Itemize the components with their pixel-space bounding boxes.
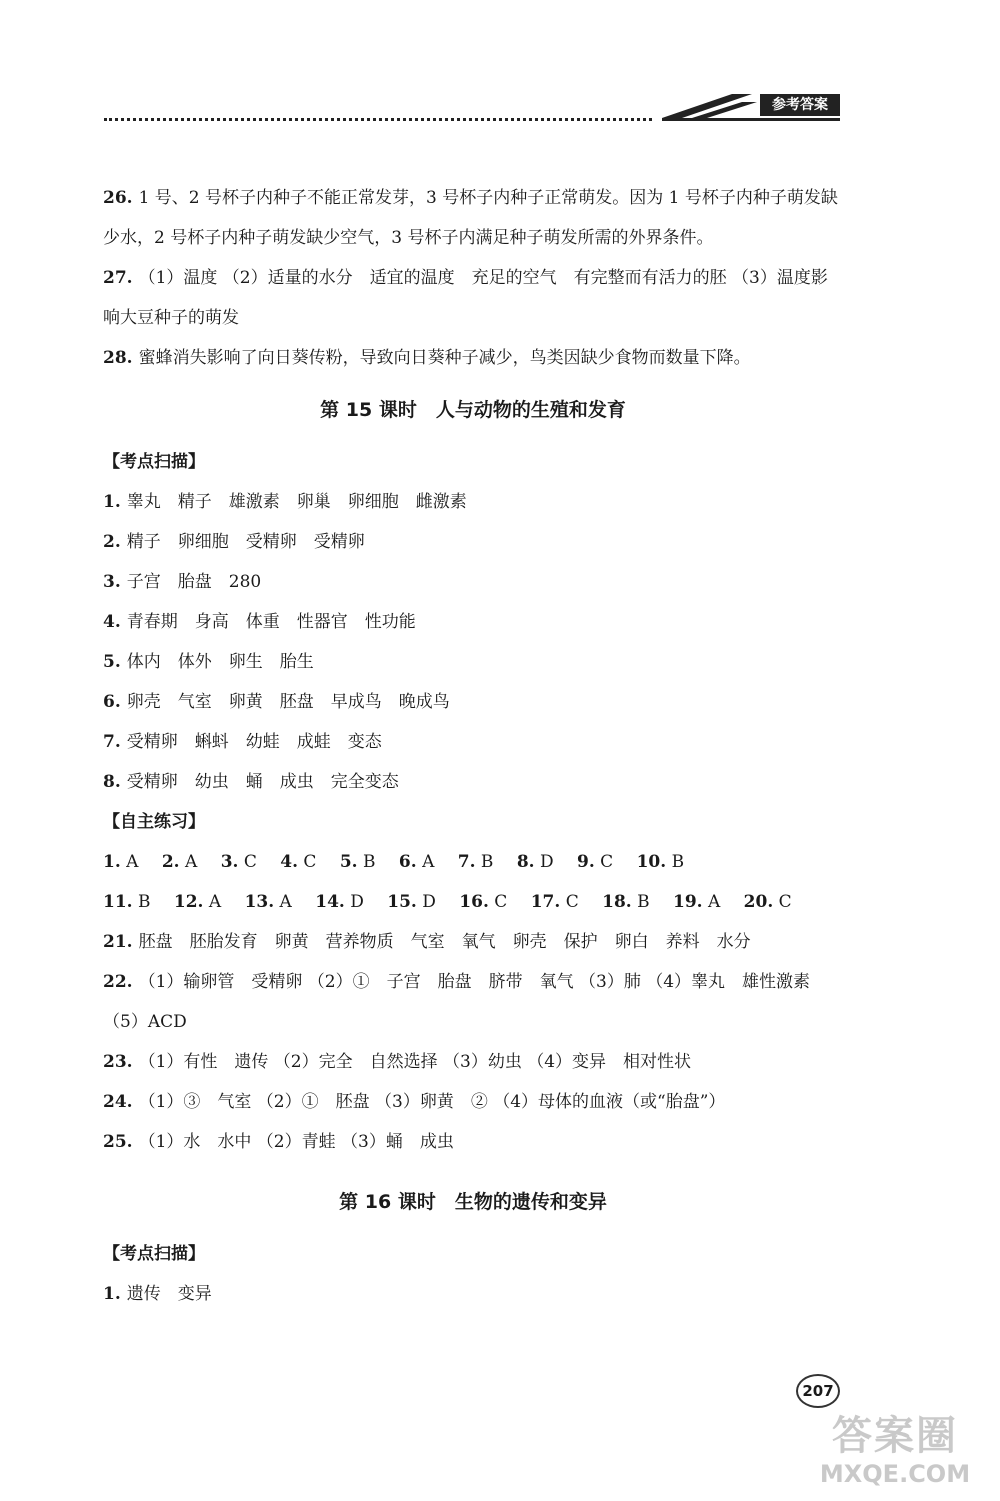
choice-number: 16. (459, 892, 489, 912)
item-text: （1）输卵管 受精卵 （2）① 子宫 胎盘 脐带 氧气 （3）肺 （4）睾丸 雄性激素 （5）ACD (103, 972, 811, 1032)
point-5 (103, 642, 843, 682)
choice-item (531, 892, 579, 912)
item-number: 26. (103, 188, 133, 208)
item-text: 子宫 胎盘 280 (126, 572, 262, 592)
choice-item (387, 892, 436, 912)
page-number: 207 (796, 1374, 840, 1408)
item-number: 22. (103, 972, 133, 992)
choice-answer: A (707, 892, 721, 912)
answer-25 (103, 1122, 843, 1162)
choice-item (744, 892, 792, 912)
choice-item (174, 892, 221, 912)
point-4 (103, 602, 843, 642)
item-number: 21. (103, 932, 133, 952)
choice-answer: D (350, 892, 364, 912)
item-text: 卵壳 气室 卵黄 胚盘 早成鸟 晚成鸟 (126, 692, 450, 712)
item-text: 体内 体外 卵生 胎生 (126, 652, 314, 672)
choice-answer: A (422, 852, 435, 872)
choice-item (399, 852, 434, 872)
item-text: 1 号、2 号杯子内种子不能正常发芽，3 号杯子内种子正常萌发。因为 1 号杯子内种子萌发缺少水，2 号杯子内种子萌发缺少空气，3 号杯子内满足种子萌发所需的外界条件。 (103, 188, 838, 248)
answer-23 (103, 1042, 843, 1082)
point-1 (103, 482, 843, 522)
choice-item (517, 852, 554, 872)
choice-item (340, 852, 376, 872)
item-text: （1）有性 遗传 （2）完全 自然选择 （3）幼虫 （4）变异 相对性状 (138, 1052, 692, 1072)
item-text: 蜜蜂消失影响了向日葵传粉，导致向日葵种子减少，鸟类因缺少食物而数量下降。 (138, 348, 751, 368)
choice-number: 9. (577, 852, 595, 872)
choice-answer: B (363, 852, 376, 872)
choice-answer: D (422, 892, 436, 912)
item-number: 6. (103, 692, 121, 712)
lesson-16-title: 第 16 课时 生物的遗传和变异 (339, 1191, 607, 1213)
choice-answer: C (778, 892, 792, 912)
choice-item (458, 852, 494, 872)
choice-item (637, 852, 684, 872)
choice-number: 8. (516, 852, 535, 872)
choice-answer: A (208, 892, 222, 912)
choice-number: 14. (315, 892, 345, 912)
choice-number: 1. (103, 852, 121, 872)
point-3 (103, 562, 843, 602)
point-16-1 (103, 1274, 843, 1314)
answer-26 (103, 178, 843, 258)
item-number: 28. (103, 348, 133, 368)
choice-number: 3. (220, 852, 239, 872)
choice-answer: A (185, 852, 198, 872)
choice-answer: C (303, 852, 317, 872)
item-number: 2. (103, 532, 121, 552)
point-6 (103, 682, 843, 722)
choice-number: 2. (161, 852, 180, 872)
point-7 (103, 722, 843, 762)
choice-number: 20. (743, 892, 774, 912)
item-text: 青春期 身高 体重 性器官 性功能 (126, 612, 416, 632)
choice-answer: A (279, 892, 292, 912)
item-text: 精子 卵细胞 受精卵 受精卵 (126, 532, 365, 552)
item-number: 7. (103, 732, 121, 752)
item-number: 3. (103, 572, 121, 592)
choice-number: 19. (673, 892, 703, 912)
header-solid-rule (662, 118, 840, 121)
item-text: 胚盘 胚胎发育 卵黄 营养物质 气室 氧气 卵壳 保护 卵白 养料 水分 (138, 932, 751, 952)
item-text: （1）温度 （2）适量的水分 适宜的温度 充足的空气 有完整而有活力的胚 （3）温度影响大豆种子的萌发 (103, 268, 828, 328)
watermark-logo-text: 答案圈 (832, 1413, 958, 1459)
choice-item (602, 892, 649, 912)
choice-number: 10. (636, 852, 667, 872)
point-2 (103, 522, 843, 562)
item-number: 4. (103, 612, 121, 632)
item-number: 27. (103, 268, 133, 288)
item-number: 1. (103, 492, 121, 512)
choice-number: 4. (280, 852, 299, 872)
choice-item (577, 852, 613, 872)
item-text: 受精卵 蝌蚪 幼蛙 成蛙 变态 (126, 732, 382, 752)
choice-item (245, 892, 292, 912)
choice-answer: C (494, 892, 508, 912)
choice-item (673, 892, 720, 912)
choice-number: 6. (398, 852, 417, 872)
choice-answer: B (671, 852, 685, 872)
answer-21 (103, 922, 843, 962)
choice-number: 11. (103, 892, 133, 912)
page-content (103, 178, 843, 1314)
choice-number: 5. (339, 852, 358, 872)
lesson-15-title: 第 15 课时 人与动物的生殖和发育 (320, 399, 626, 421)
choice-answer: C (565, 892, 579, 912)
section-self-practice: 【自主练习】 (103, 812, 205, 832)
section-exam-points-16: 【考点扫描】 (103, 1244, 205, 1264)
item-text: 遗传 变异 (126, 1284, 212, 1304)
choices-row-2 (103, 882, 843, 922)
choice-item (459, 892, 507, 912)
choice-number: 18. (602, 892, 632, 912)
watermark-url: MXQE.COM (819, 1460, 971, 1488)
choice-number: 7. (457, 852, 476, 872)
item-text: （1）③ 气室 （2）① 胚盘 （3）卵黄 ② （4）母体的血液（或“胎盘”） (138, 1092, 726, 1112)
item-number: 8. (103, 772, 121, 792)
choice-item (315, 892, 364, 912)
choice-answer: A (126, 852, 139, 872)
item-number: 5. (103, 652, 121, 672)
header-answer-tag: 参考答案 (760, 94, 840, 116)
choice-number: 17. (530, 892, 561, 912)
item-number: 1. (103, 1284, 121, 1304)
item-number: 23. (103, 1052, 133, 1072)
header-dotted-rule (104, 118, 652, 121)
choice-answer: B (637, 892, 650, 912)
choice-number: 13. (244, 892, 275, 912)
item-text: 睾丸 精子 雄激素 卵巢 卵细胞 雌激素 (126, 492, 467, 512)
choice-answer: C (600, 852, 614, 872)
choice-item (280, 852, 316, 872)
answer-22 (103, 962, 843, 1042)
choice-item (103, 892, 150, 912)
section-exam-points: 【考点扫描】 (103, 452, 205, 472)
watermark (800, 1412, 990, 1492)
item-text: 受精卵 幼虫 蛹 成虫 完全变态 (126, 772, 399, 792)
choice-item (103, 852, 138, 872)
choice-number: 12. (173, 892, 204, 912)
choice-answer: B (137, 892, 151, 912)
item-text: （1）水 水中 （2）青蛙 （3）蛹 成虫 (138, 1132, 454, 1152)
choices-row-1 (103, 842, 843, 882)
choice-item (221, 852, 257, 872)
answer-28 (103, 338, 843, 378)
choice-answer: D (539, 852, 554, 872)
choice-answer: B (480, 852, 494, 872)
choice-item (162, 852, 197, 872)
point-8 (103, 762, 843, 802)
item-number: 24. (103, 1092, 133, 1112)
answer-24 (103, 1082, 843, 1122)
answer-27 (103, 258, 843, 338)
item-number: 25. (103, 1132, 133, 1152)
choice-answer: C (243, 852, 257, 872)
choice-number: 15. (387, 892, 417, 912)
